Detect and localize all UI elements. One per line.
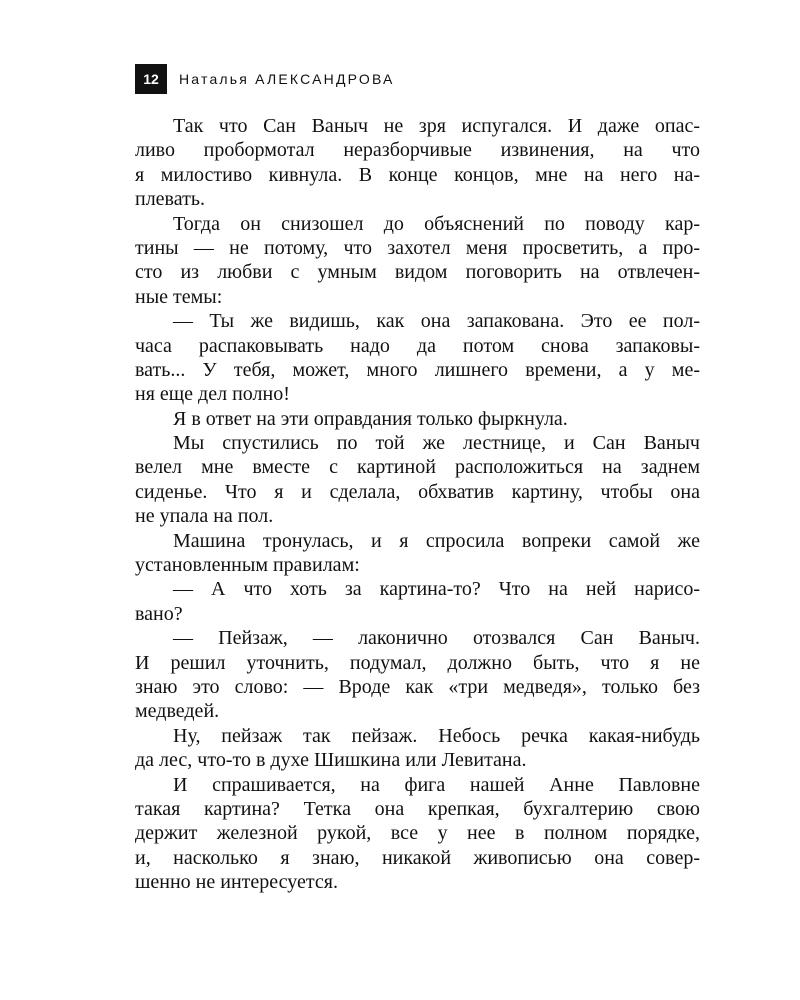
text-line: плевать. [135, 188, 205, 211]
text-line: установленным правилам: [135, 554, 360, 577]
paragraph [135, 577, 700, 626]
text-line: сто из любви с умным видом поговорить на отвлечен- [135, 261, 700, 284]
text-line: не упала на пол. [135, 505, 274, 528]
paragraph [135, 407, 700, 431]
page-number: 12 [135, 64, 167, 94]
text-line: сиденье. Что я и сделала, обхватив картину, чтобы она [135, 480, 700, 503]
paragraph [135, 431, 700, 529]
author-name: Наталья АЛЕКСАНДРОВА [179, 71, 395, 87]
text-line: Ну, пейзаж так пейзаж. Небось речка какая-нибудь [173, 724, 700, 747]
text-line: И решил уточнить, подумал, должно быть, что я не [135, 651, 700, 674]
paragraph [135, 212, 700, 310]
text-line: Я в ответ на эти оправдания только фыркнула. [173, 407, 568, 430]
text-line: — Ты же видишь, как она запакована. Это ее пол- [173, 310, 700, 333]
text-line: и, насколько я знаю, никакой живописью она совер- [135, 846, 700, 869]
text-line: медведей. [135, 700, 220, 723]
text-line: велел мне вместе с картиной расположиться на заднем [135, 456, 700, 479]
text-line: ные темы: [135, 285, 223, 308]
paragraph [135, 529, 700, 578]
text-line: знаю это слово: — Вроде как «три медведя», только без [135, 675, 700, 698]
text-line: Машина тронулась, и я спросила вопреки самой же [173, 529, 700, 552]
text-line: тины — не потому, что захотел меня просветить, а про- [135, 236, 700, 259]
running-head [135, 64, 395, 94]
paragraph [135, 114, 700, 212]
text-line: И спрашивается, на фига нашей Анне Павловне [173, 773, 700, 796]
text-line: шенно не интересуется. [135, 871, 338, 894]
text-line: Так что Сан Ваныч не зря испугался. И даже опас- [173, 115, 700, 137]
text-line: Мы спустились по той же лестнице, и Сан Ваныч [173, 432, 700, 455]
body-text [135, 114, 700, 895]
paragraph [135, 724, 700, 773]
text-line: ня еще дел полно! [135, 383, 290, 406]
text-line: часа распаковывать надо да потом снова запаковы- [135, 334, 700, 357]
paragraph [135, 309, 700, 407]
text-line: — А что хоть за картина-то? Что на ней нарисо- [173, 578, 700, 601]
text-line: да лес, что-то в духе Шишкина или Левитана. [135, 749, 527, 772]
text-line: ливо пробормотал неразборчивые извинения, на что [135, 139, 700, 162]
text-line: вано? [135, 602, 183, 625]
paragraph [135, 626, 700, 724]
text-line: я милостиво кивнула. В конце концов, мне на него на- [135, 163, 700, 186]
text-line: — Пейзаж, — лаконично отозвался Сан Ваныч. [173, 627, 700, 650]
text-line: держит железной рукой, все у нее в полном порядке, [135, 822, 700, 845]
text-line: вать... У тебя, может, много лишнего времени, а у ме- [135, 358, 700, 381]
text-line: такая картина? Тетка она крепкая, бухгалтерию свою [135, 797, 700, 820]
text-line: Тогда он снизошел до объяснений по поводу кар- [173, 212, 700, 235]
paragraph [135, 773, 700, 895]
